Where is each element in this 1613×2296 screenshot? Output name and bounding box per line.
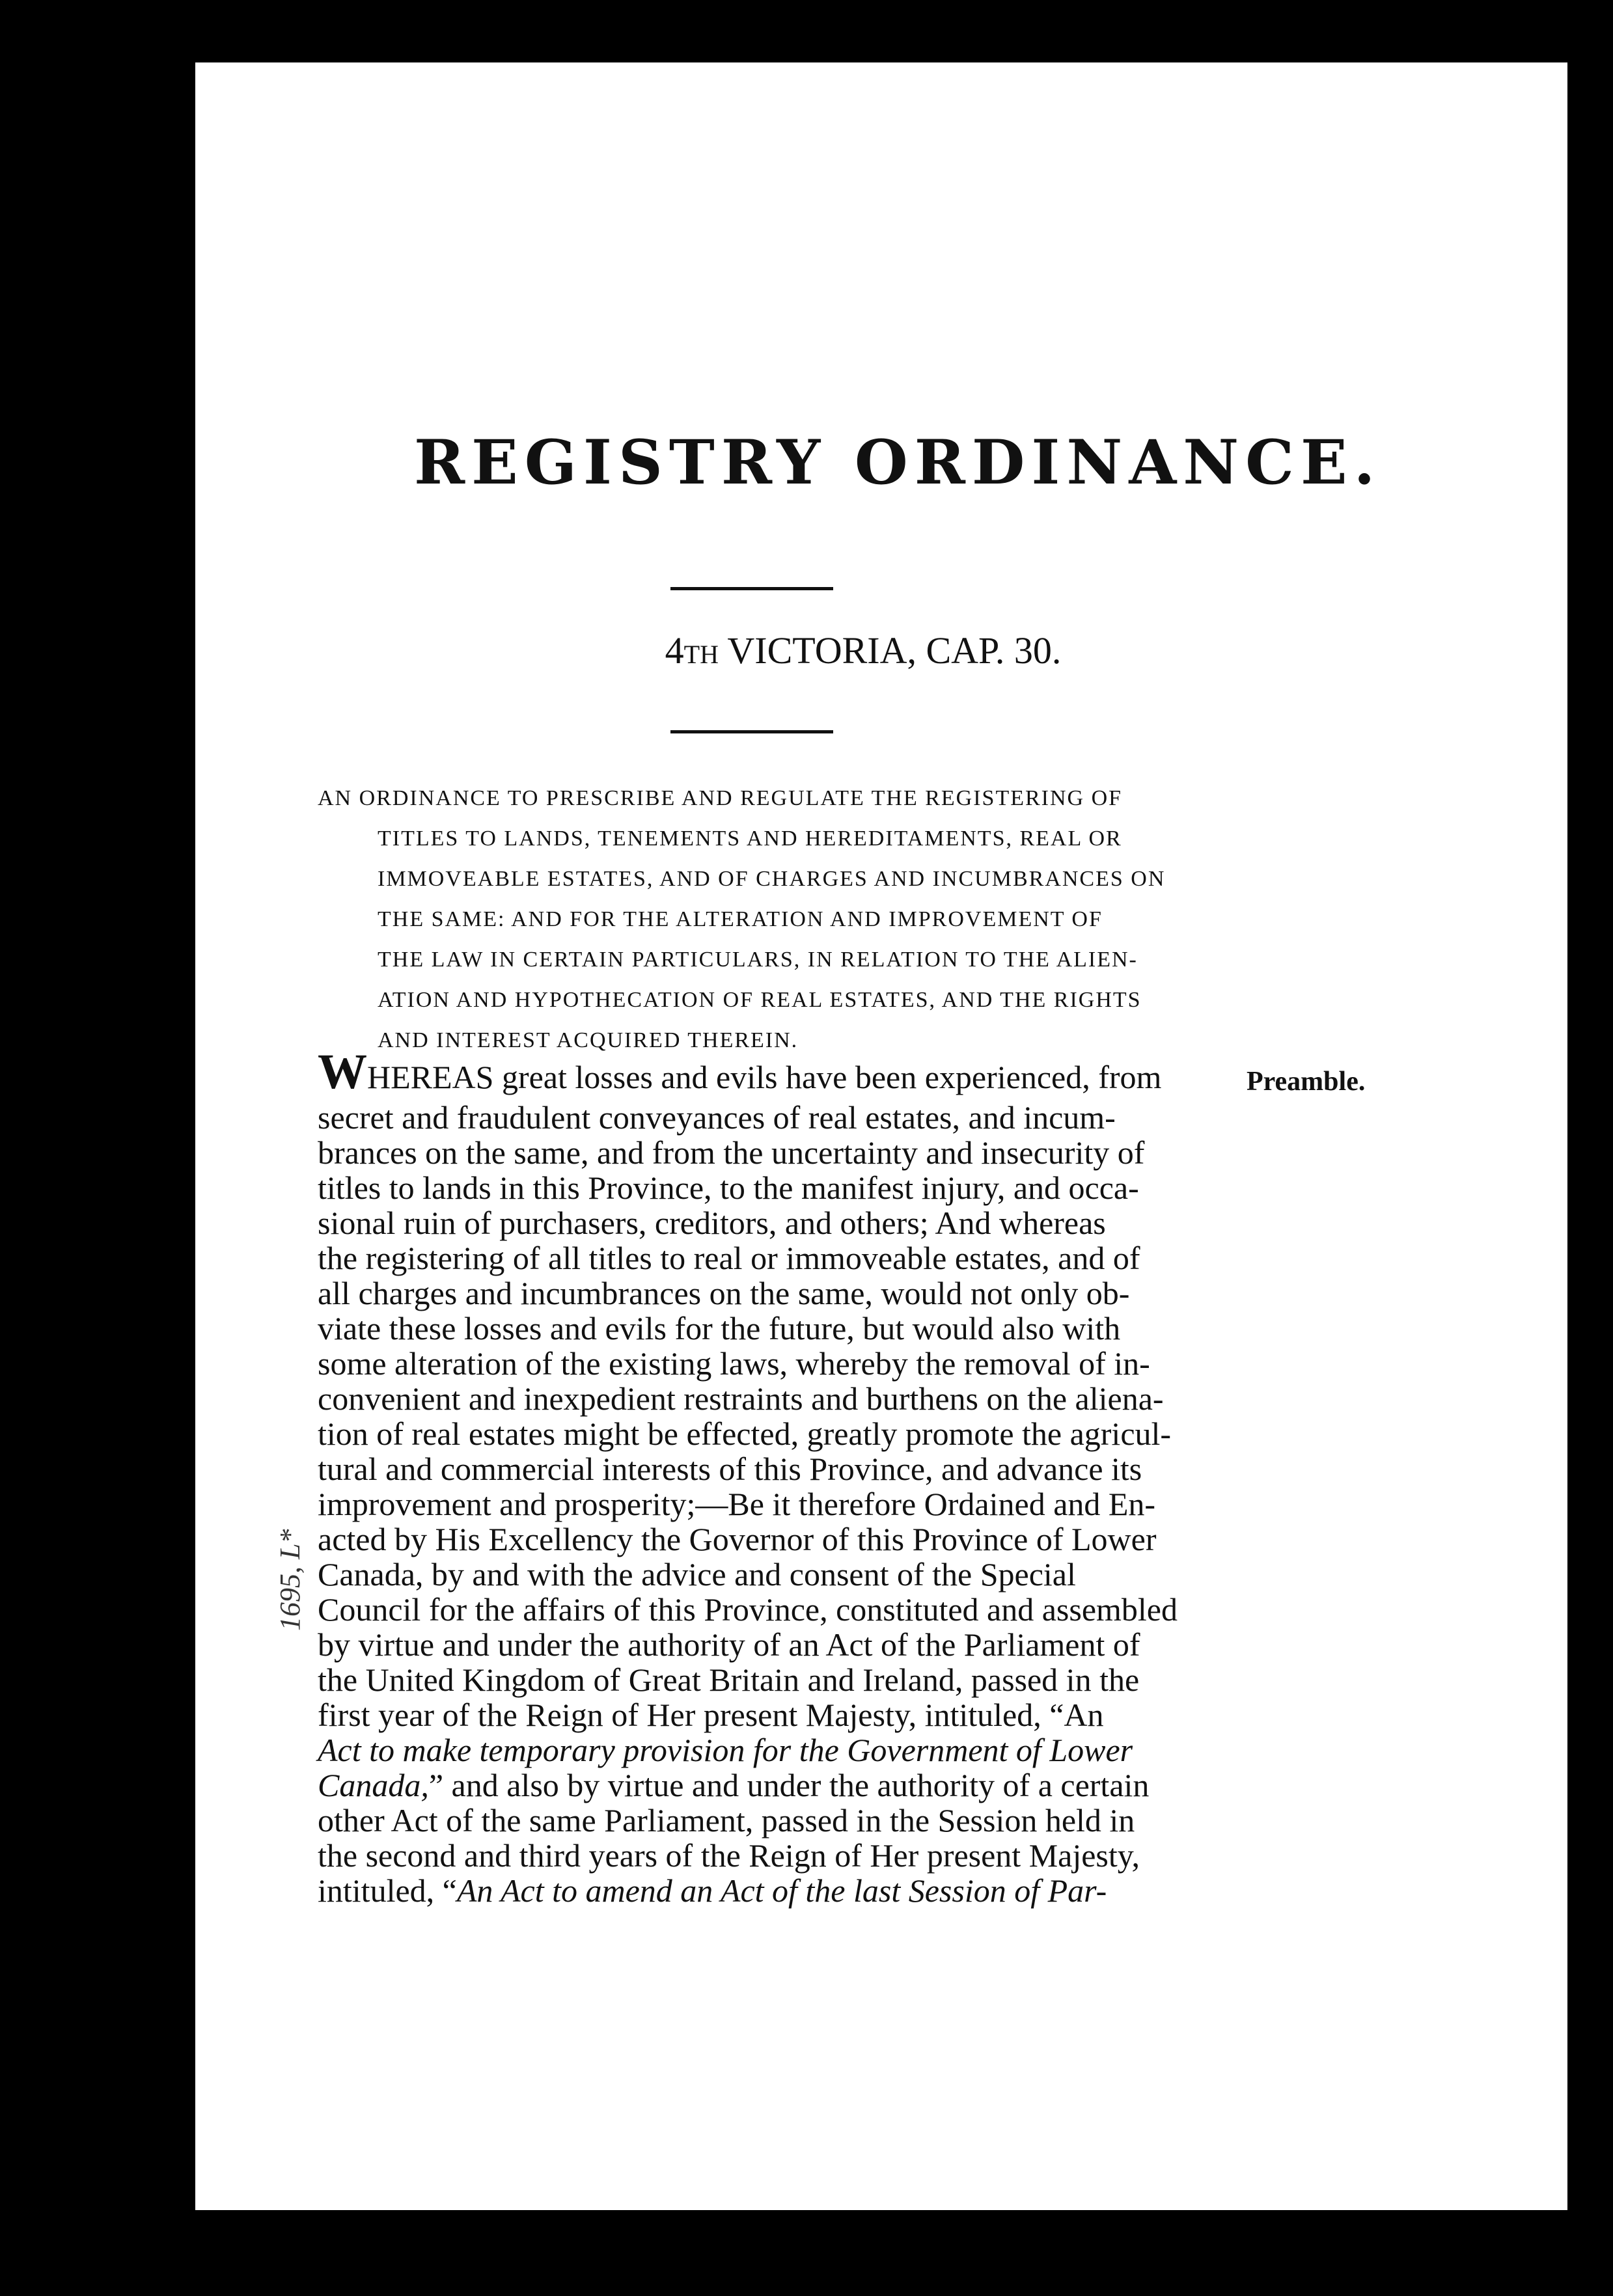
body-line: titles to lands in this Province, to the manifest injury, and occa- — [318, 1169, 1139, 1206]
drop-cap: W — [318, 1045, 367, 1099]
last-line-plain: intituled, “ — [318, 1872, 457, 1909]
body-line-last — [318, 1872, 1107, 1909]
intro-line: THE SAME: AND FOR THE ALTERATION AND IMPROVEMENT OF — [378, 907, 1103, 931]
body-line-first — [318, 1044, 1161, 1100]
body-line: convenient and inexpedient restraints and burthens on the aliena- — [318, 1380, 1164, 1417]
last-line-italic: An Act to amend an Act of the last Session of Par- — [456, 1872, 1107, 1909]
intro-line: IMMOVEABLE ESTATES, AND OF CHARGES AND INCUMBRANCES ON — [378, 867, 1166, 891]
chapter-rule — [670, 730, 833, 733]
intro-line: AND INTEREST ACQUIRED THEREIN. — [378, 1028, 799, 1052]
body-line: improvement and prosperity;—Be it therefore Ordained and En- — [318, 1486, 1156, 1522]
body-line: tion of real estates might be effected, greatly promote the agricul- — [318, 1415, 1172, 1452]
intro-line: AN ORDINANCE TO PRESCRIBE AND REGULATE THE REGISTERING OF — [318, 786, 1123, 810]
chapter-ordinal-suffix: TH — [683, 640, 719, 669]
body-line: sional ruin of purchasers, creditors, and others; And whereas — [318, 1205, 1106, 1241]
document-page — [195, 62, 1567, 2210]
body-line: viate these losses and evils for the future, but would also with — [318, 1310, 1121, 1346]
body-line-italic: Act to make temporary provision for the Government of Lower — [318, 1732, 1133, 1768]
body-line: other Act of the same Parliament, passed in the Session held in — [318, 1802, 1135, 1838]
chapter-heading — [414, 629, 1312, 672]
intro-line: TITLES TO LANDS, TENEMENTS AND HEREDITAMENTS, REAL OR — [378, 827, 1122, 851]
body-line: Canada, by and with the advice and consent of the Special — [318, 1556, 1076, 1592]
chapter-rest: VICTORIA, CAP. 30. — [718, 629, 1062, 672]
page-title: REGISTRY ORDINANCE. — [414, 427, 1382, 499]
body-line: the United Kingdom of Great Britain and Ireland, passed in the — [318, 1661, 1140, 1698]
body-line: tural and commercial interests of this Province, and advance its — [318, 1451, 1142, 1487]
body-line: acted by His Excellency the Governor of this Province of Lower — [318, 1521, 1157, 1557]
handwritten-margin-note: 1695, L* — [274, 1529, 306, 1631]
body-line: all charges and incumbrances on the same, would not only ob- — [318, 1275, 1130, 1311]
intro-line: THE LAW IN CERTAIN PARTICULARS, IN RELATION TO THE ALIEN- — [378, 948, 1138, 972]
body-line: the second and third years of the Reign of Her present Majesty, — [318, 1837, 1140, 1874]
body-line: first year of the Reign of Her present Majesty, intituled, “An — [318, 1697, 1104, 1733]
body-line: brances on the same, and from the uncertainty and insecurity of — [318, 1134, 1145, 1171]
canada-rest: ” and also by virtue and under the authority of a certain — [428, 1767, 1150, 1803]
body-line-canada — [318, 1766, 1149, 1804]
body-line: the registering of all titles to real or immoveable estates, and of — [318, 1240, 1140, 1276]
intro-line: ATION AND HYPOTHECATION OF REAL ESTATES, AND THE RIGHTS — [378, 988, 1142, 1012]
canada-italic: Canada, — [318, 1767, 429, 1803]
body-line: secret and fraudulent conveyances of real estates, and incum- — [318, 1099, 1116, 1136]
body-line: Council for the affairs of this Province, constituted and assembled — [318, 1591, 1178, 1628]
first-line-text: HEREAS great losses and evils have been experienced, from — [367, 1059, 1162, 1095]
chapter-ordinal: 4 — [665, 629, 684, 672]
margin-note-preamble: Preamble. — [1247, 1067, 1366, 1097]
body-line: some alteration of the existing laws, whereby the removal of in- — [318, 1345, 1150, 1382]
title-rule — [670, 587, 833, 590]
body-line: by virtue and under the authority of an Act of the Parliament of — [318, 1626, 1140, 1663]
